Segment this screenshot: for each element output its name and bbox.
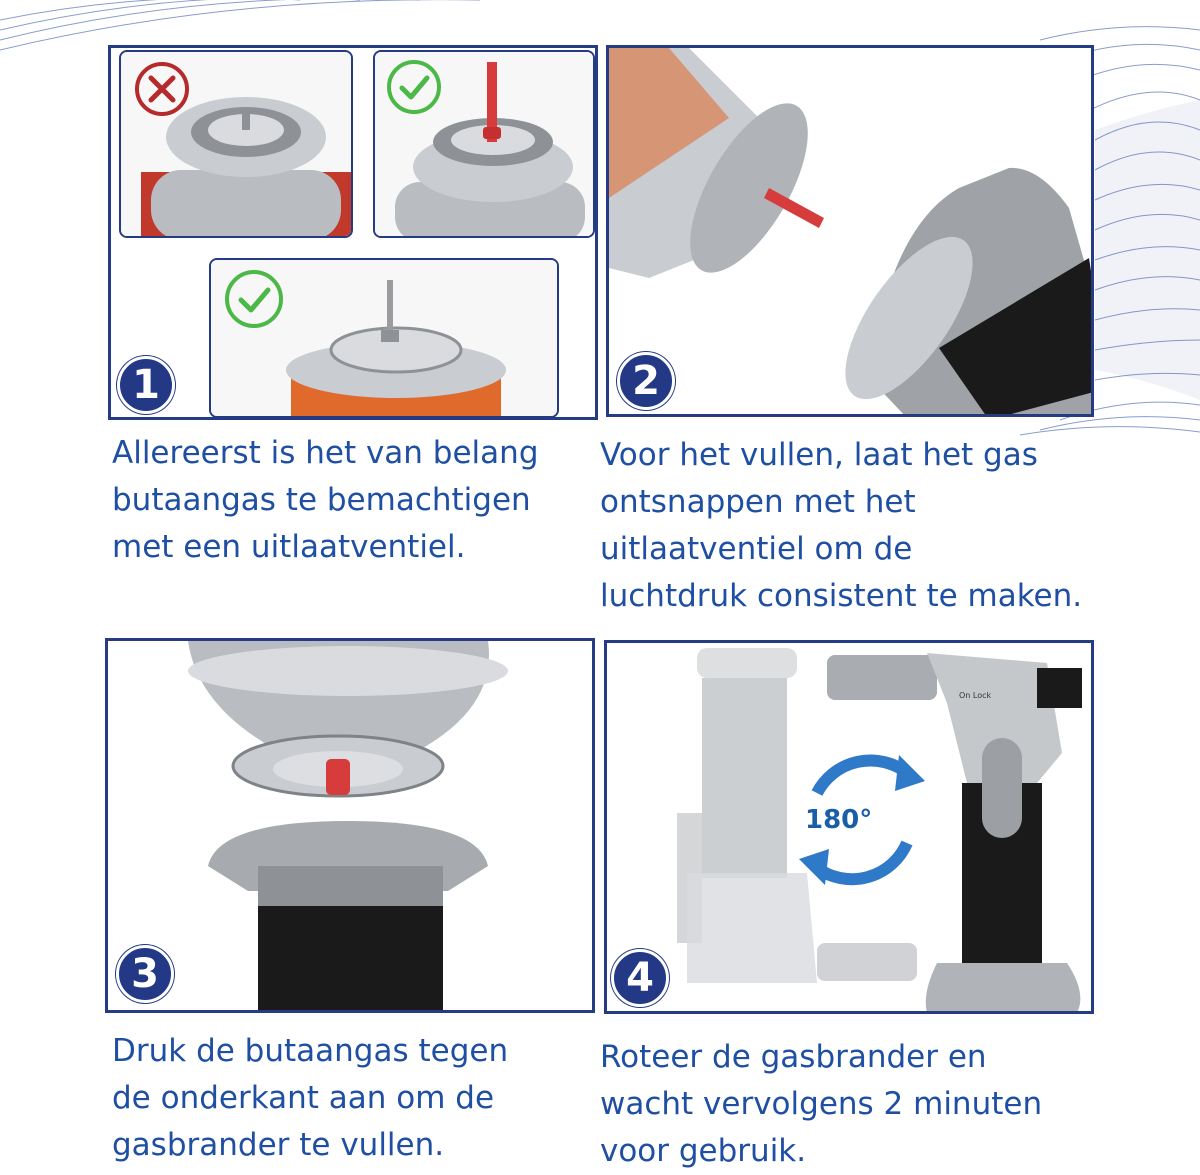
- step-1-caption: Allereerst is het van belang butaangas te bemachtigen met een uitlaatventiel.: [112, 435, 539, 565]
- step-1-badge: 1: [117, 356, 175, 414]
- green-check-icon: [223, 268, 285, 334]
- step-4-caption: Roteer de gasbrander en wacht vervolgens 2 minuten voor gebruik.: [600, 1039, 1043, 1169]
- step-4-panel: [604, 640, 1094, 1014]
- red-cross-icon: [133, 60, 191, 122]
- torch-on-lock-label: On Lock: [959, 691, 992, 700]
- correct-can-image-1: [373, 50, 595, 238]
- step-1-panel: [108, 45, 598, 420]
- wrong-can-image: [119, 50, 353, 238]
- correct-can-image-2: [209, 258, 559, 418]
- rotation-label: 180°: [805, 805, 873, 835]
- step-2-caption: Voor het vullen, laat het gas ontsnappen met het uitlaatventiel om de luchtdruk consistent te maken.: [600, 437, 1083, 614]
- green-check-icon: [385, 58, 443, 120]
- step-3-badge: 3: [116, 945, 174, 1003]
- step-3-caption: Druk de butaangas tegen de onderkant aan om de gasbrander te vullen.: [112, 1033, 509, 1163]
- step-4-badge: 4: [611, 949, 669, 1007]
- step-2-panel: [606, 45, 1094, 417]
- step-2-badge: 2: [617, 352, 675, 410]
- step-3-panel: [105, 638, 595, 1013]
